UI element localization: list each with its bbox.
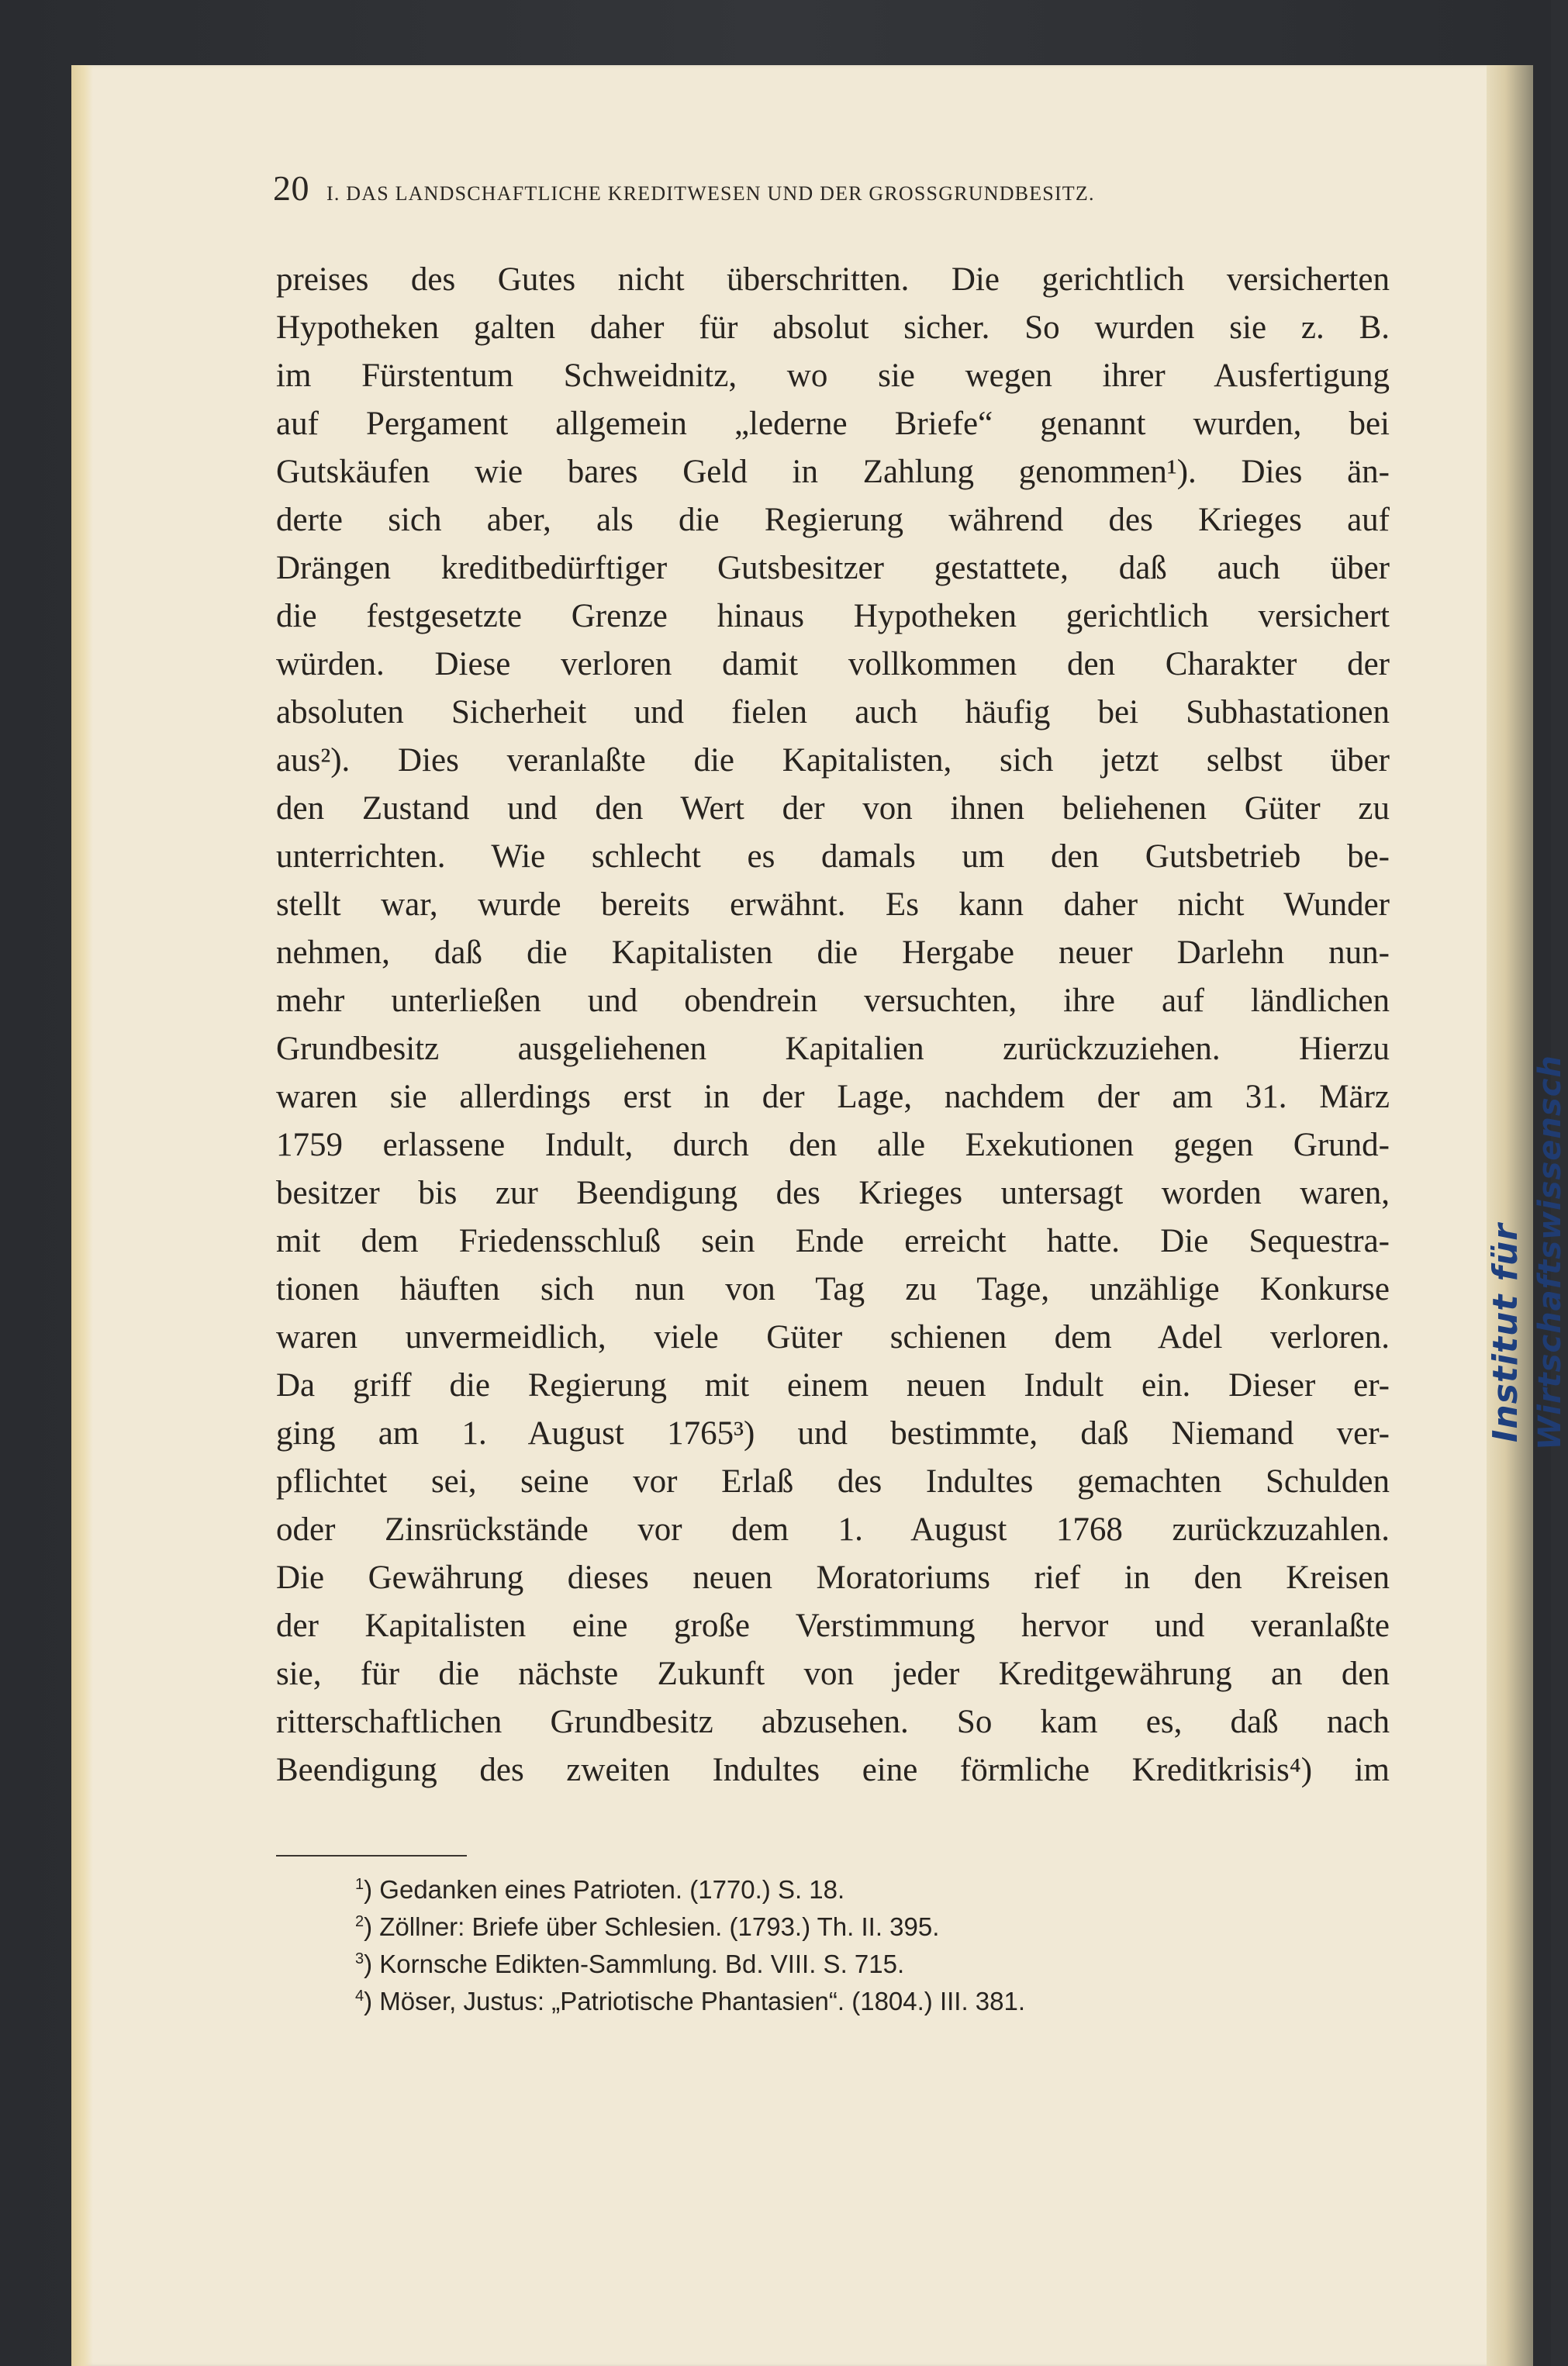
text-line: Grundbesitz ausgeliehenen Kapitalien zurückzuziehen. Hierzu — [276, 1031, 1390, 1067]
page-gutter-shadow — [71, 65, 93, 2366]
footnote-text: Möser, Justus: „Patriotische Phantasien“. (1804.) III. 381. — [379, 1987, 1026, 2015]
library-stamp — [1458, 1055, 1568, 1458]
footnote-mark: 3 — [355, 1950, 364, 1967]
text-line: Die Gewährung dieses neuen Moratoriums rief in den Kreisen — [276, 1559, 1390, 1596]
text-line: aus²). Dies veranlaßte die Kapitalisten, sich jetzt selbst über — [276, 742, 1390, 779]
text-line: tionen häuften sich nun von Tag zu Tage, unzählige Konkurse — [276, 1271, 1390, 1307]
text-line: mit dem Friedensschluß sein Ende erreicht hatte. Die Sequestra- — [276, 1223, 1390, 1259]
main-text — [276, 256, 1390, 1794]
footnote: $^1$) Gedanken eines Patrioten. (1770.) S. 18. — [355, 1875, 845, 1904]
footnote: $^2$) Zöllner: Briefe über Schlesien. (1793.) Th. II. 395. — [355, 1912, 940, 1941]
text-line: stellt war, wurde bereits erwähnt. Es kann daher nicht Wunder — [276, 886, 1390, 923]
footnote: $^3$) Kornsche Edikten-Sammlung. Bd. VIII. S. 715. — [355, 1950, 905, 1978]
text-line: Gutskäufen wie bares Geld in Zahlung genommen¹). Dies än- — [276, 454, 1390, 490]
text-line: nehmen, daß die Kapitalisten die Hergabe neuer Darlehn nun- — [276, 934, 1390, 971]
page-number: 20 — [273, 168, 309, 208]
text-line: im Fürstentum Schweidnitz, wo sie wegen ihrer Ausfertigung — [276, 357, 1390, 394]
text-line: den Zustand und den Wert der von ihnen beliehenen Güter zu — [276, 790, 1390, 827]
footnote: $^4$) Möser, Justus: „Patriotische Phantasien“. (1804.) III. 381. — [355, 1987, 1026, 2015]
text-line: Beendigung des zweiten Indultes eine förmliche Kreditkrisis⁴) im — [276, 1752, 1390, 1788]
running-title: I. DAS LANDSCHAFTLICHE KREDITWESEN UND DER GROSSGRUNDBESITZ. — [326, 182, 1095, 205]
running-header — [273, 168, 1390, 209]
text-line: besitzer bis zur Beendigung des Krieges untersagt worden waren, — [276, 1175, 1390, 1211]
footnote-mark: 1 — [355, 1876, 364, 1893]
footnote-text: Kornsche Edikten-Sammlung. Bd. VIII. S. 715. — [379, 1950, 905, 1978]
text-line: sie, für die nächste Zukunft von jeder Kreditgewährung an den — [276, 1656, 1390, 1692]
text-line: Drängen kreditbedürftiger Gutsbesitzer gestattete, daß auch über — [276, 550, 1390, 586]
text-line: mehr unterließen und obendrein versuchten, ihre auf ländlichen — [276, 983, 1390, 1019]
text-line: auf Pergament allgemein „lederne Briefe“ genannt wurden, bei — [276, 406, 1390, 442]
text-line: würden. Diese verloren damit vollkommen den Charakter der — [276, 646, 1390, 682]
text-line: derte sich aber, als die Regierung während des Krieges auf — [276, 502, 1390, 538]
stamp-line-1: Institut für — [1486, 1223, 1525, 1442]
text-line: 1759 erlassene Indult, durch den alle Exekutionen gegen Grund- — [276, 1127, 1390, 1163]
text-line: pflichtet sei, seine vor Erlaß des Indultes gemachten Schulden — [276, 1463, 1390, 1500]
text-line: waren unvermeidlich, viele Güter schienen dem Adel verloren. — [276, 1319, 1390, 1356]
footnotes — [355, 1866, 1363, 2015]
footnote-text: Gedanken eines Patrioten. (1770.) S. 18. — [379, 1875, 845, 1904]
text-line: Da griff die Regierung mit einem neuen Indult ein. Dieser er- — [276, 1367, 1390, 1404]
text-line: der Kapitalisten eine große Verstimmung hervor und veranlaßte — [276, 1608, 1390, 1644]
text-line: absoluten Sicherheit und fielen auch häufig bei Subhastationen — [276, 694, 1390, 731]
stamp-line-2: Wirtschaftswissensch — [1532, 1055, 1568, 1450]
text-line: preises des Gutes nicht überschritten. Die gerichtlich versicherten — [276, 261, 1390, 298]
text-line: waren sie allerdings erst in der Lage, nachdem der am 31. März — [276, 1079, 1390, 1115]
footnote-separator — [276, 1855, 467, 1857]
text-line: ging am 1. August 1765³) und bestimmte, daß Niemand ver- — [276, 1415, 1390, 1452]
text-line: oder Zinsrückstände vor dem 1. August 1768 zurückzuzahlen. — [276, 1511, 1390, 1548]
footnote-mark: 4 — [355, 1988, 364, 2005]
footnote-mark: 2 — [355, 1913, 364, 1930]
text-line: die festgesetzte Grenze hinaus Hypotheken gerichtlich versichert — [276, 598, 1390, 634]
footnote-text: Zöllner: Briefe über Schlesien. (1793.) Th. II. 395. — [379, 1912, 940, 1941]
text-line: ritterschaftlichen Grundbesitz abzusehen. So kam es, daß nach — [276, 1704, 1390, 1740]
text-line: Hypotheken galten daher für absolut sicher. So wurden sie z. B. — [276, 309, 1390, 346]
text-line: unterrichten. Wie schlecht es damals um den Gutsbetrieb be- — [276, 838, 1390, 875]
